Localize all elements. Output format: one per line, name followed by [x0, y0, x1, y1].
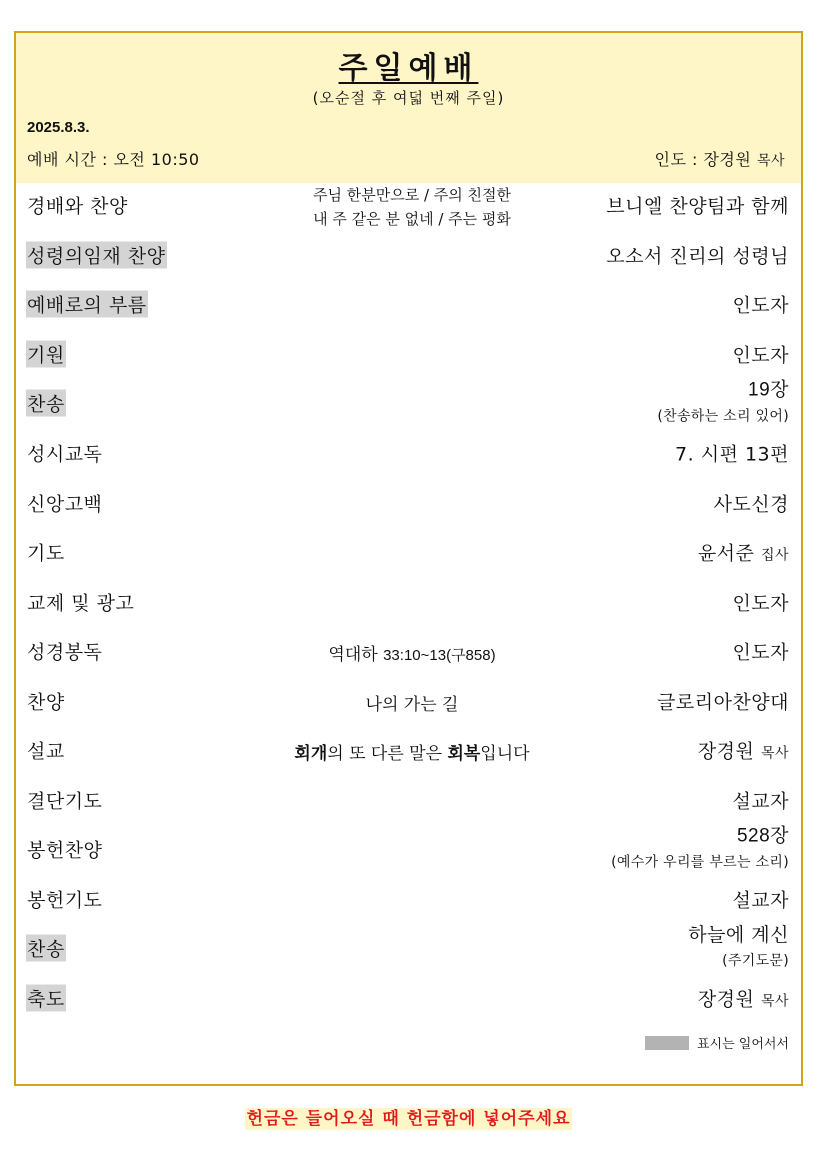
order-row — [16, 825, 801, 873]
order-person: 설교자 — [732, 889, 789, 912]
order-detail: 주님 한분만으로 / 주의 친절한 내 주 같은 분 없네 / 주는 평화 — [312, 186, 512, 228]
order-label: 축도 — [26, 985, 66, 1012]
order-label: 찬송 — [26, 935, 66, 962]
page-title: 주일예배 — [338, 51, 479, 86]
order-label: 봉헌찬양 — [27, 839, 103, 862]
order-person: 7. 시편 13편 — [675, 443, 789, 466]
order-label: 성시교독 — [27, 443, 103, 466]
order-person: 설교자 — [732, 790, 789, 813]
order-person: 528장 (예수가 우리를 부르는 소리) — [611, 825, 789, 871]
order-label: 찬양 — [27, 691, 65, 714]
offering-notice: 헌금은 들어오실 때 헌금함에 넣어주세요 — [246, 1109, 571, 1129]
order-row — [16, 776, 801, 824]
order-label: 기원 — [26, 341, 66, 368]
order-row — [16, 875, 801, 923]
order-row — [16, 578, 801, 626]
order-row — [16, 974, 801, 1022]
order-row — [16, 528, 801, 576]
standing-legend — [645, 1033, 789, 1052]
order-row — [16, 280, 801, 328]
order-label: 예배로의 부름 — [26, 291, 148, 318]
sermon-title: 회개의 또 다른 말은 회복입니다 — [294, 744, 530, 764]
legend-swatch — [645, 1036, 689, 1050]
order-label: 찬송 — [26, 390, 66, 417]
order-label: 봉헌기도 — [27, 889, 103, 912]
order-label: 성경봉독 — [27, 641, 103, 664]
order-row — [16, 181, 801, 229]
order-label: 경배와 찬양 — [27, 195, 128, 218]
order-label: 결단기도 — [27, 790, 103, 813]
order-person: 오소서 진리의 성령님 — [606, 245, 789, 268]
service-leader: 인도 : 장경원 목사 — [654, 150, 785, 169]
order-person: 인도자 — [732, 344, 789, 367]
order-person: 글로리아찬양대 — [657, 691, 789, 714]
order-person: 인도자 — [732, 294, 789, 317]
order-person: 장경원 목사 — [697, 740, 789, 763]
order-label: 교제 및 광고 — [27, 592, 135, 615]
order-row — [16, 726, 801, 774]
order-row — [16, 429, 801, 477]
legend-text: 표시는 일어서서 — [696, 1037, 789, 1052]
service-date: 2025.8.3. — [27, 119, 90, 136]
order-row — [16, 379, 801, 427]
order-row — [16, 677, 801, 725]
order-person: 장경원 목사 — [697, 988, 789, 1011]
order-person: 윤서준 집사 — [697, 542, 789, 565]
order-person: 하늘에 계신 (주기도문) — [688, 924, 789, 969]
order-row — [16, 924, 801, 972]
order-row — [16, 231, 801, 279]
order-person: 인도자 — [732, 641, 789, 664]
anthem-title: 나의 가는 길 — [365, 695, 459, 715]
order-person: 인도자 — [732, 592, 789, 615]
order-label: 기도 — [27, 542, 65, 565]
order-person: 19장 (찬송하는 소리 있어) — [657, 379, 789, 425]
order-person: 사도신경 — [713, 493, 789, 516]
order-label: 신앙고백 — [27, 493, 103, 516]
bulletin-frame — [14, 31, 803, 1086]
scripture-reading: 역대하 33:10~13(구858) — [328, 645, 496, 665]
order-label: 성령의임재 찬양 — [26, 242, 167, 269]
order-person: 브니엘 찬양팀과 함께 — [606, 195, 789, 218]
order-row — [16, 627, 801, 675]
order-row — [16, 479, 801, 527]
order-label: 설교 — [27, 740, 65, 763]
page-subtitle: (오순절 후 여덟 번째 주일) — [312, 89, 505, 107]
service-time: 예배 시간 : 오전 10:50 — [27, 150, 200, 169]
bulletin-header — [16, 33, 801, 183]
order-row — [16, 330, 801, 378]
